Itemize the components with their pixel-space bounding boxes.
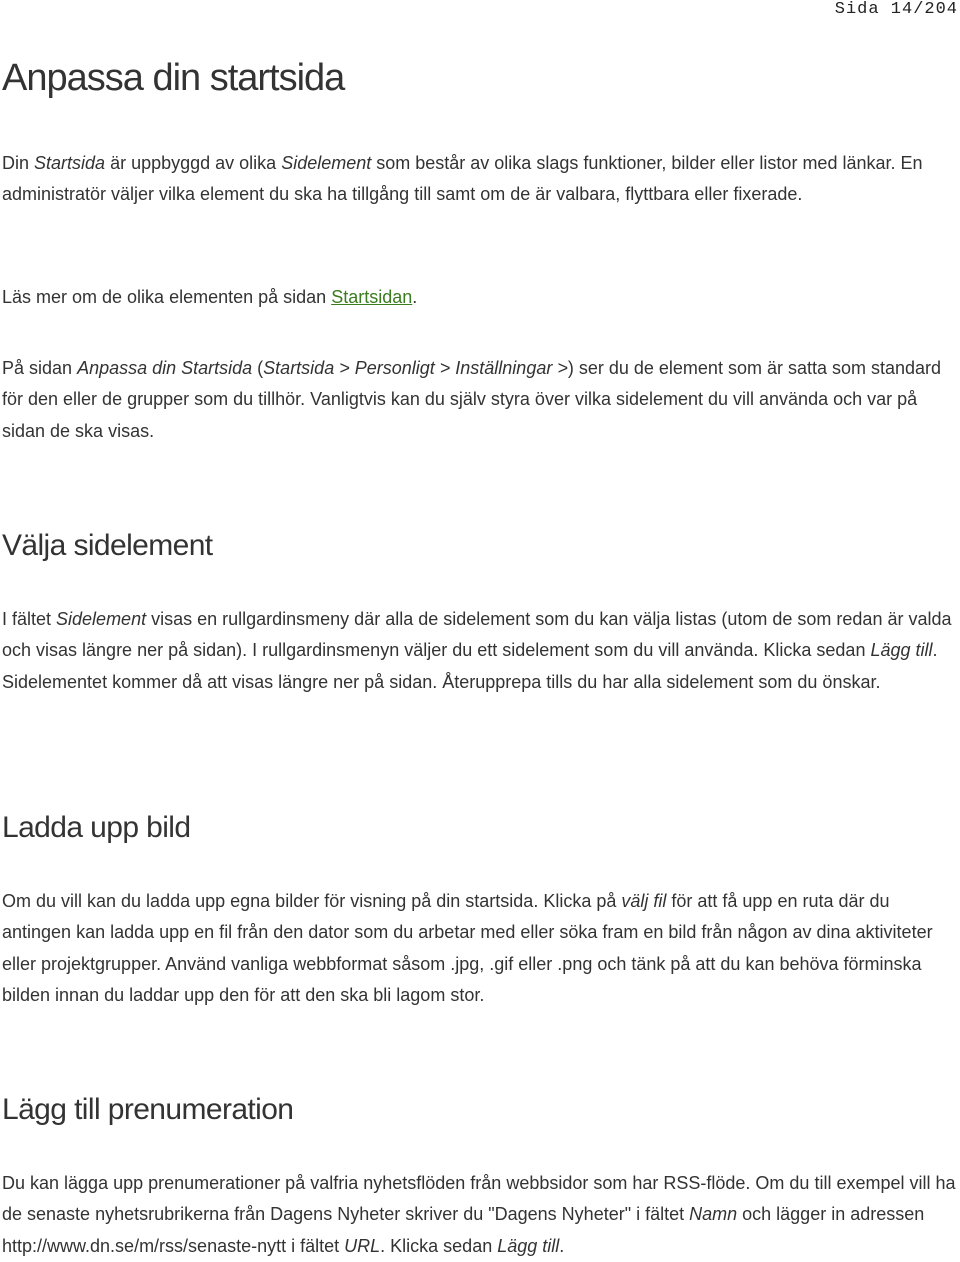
valja-paragraph bbox=[2, 604, 960, 698]
text: Du kan lägga upp prenumerationer på valfria nyhetsflöden från webbsidor som har RSS-flöde. Om du till exempel vill ha de senaste nyhetsrubrikerna från Dagens Nyheter skriver du "Dagens Nyheter" i fältet bbox=[2, 1173, 956, 1225]
emphasis-menu-path: Startsida > Personligt > Inställningar > bbox=[263, 358, 568, 378]
emphasis-lagg-till: Lägg till bbox=[497, 1235, 560, 1256]
emphasis-sidelement: Sidelement bbox=[56, 609, 147, 629]
text: . bbox=[559, 1235, 565, 1256]
text: I fältet bbox=[2, 609, 57, 629]
intro-paragraph-3 bbox=[2, 353, 960, 447]
emphasis-sidelement: Sidelement bbox=[281, 153, 372, 173]
prenumeration-paragraph bbox=[2, 1168, 960, 1262]
text: . Sidelementet kommer då att visas längre ner på sidan. Återupprepa tills du har alla sidelement som du önskar. bbox=[2, 640, 938, 692]
emphasis-valj-fil: välj fil bbox=[621, 891, 667, 911]
text: visas en rullgardinsmeny där alla de sidelement som du kan välja listas (utom de som redan är valda och visas längre ner på sidan). I rullgardinsmenyn väljer du ett sidelement som du vill använda. Klicka sedan bbox=[2, 609, 952, 661]
emphasis-anpassa: Anpassa din Startsida bbox=[77, 358, 253, 378]
startsidan-link[interactable]: Startsidan bbox=[331, 287, 413, 307]
heading-ladda-upp-bild: Ladda upp bild bbox=[2, 811, 191, 844]
page-title: Anpassa din startsida bbox=[2, 57, 345, 99]
emphasis-url: URL bbox=[344, 1235, 381, 1256]
text: är uppbyggd av olika bbox=[105, 153, 282, 173]
page-number: Sida 14/204 bbox=[834, 0, 958, 19]
text: ) ser du de element som är satta som standard för den eller de grupper som du tillhör. Vanligtvis kan du själv styra över vilka sidelement du vill använda och var på sidan de ska visas. bbox=[2, 358, 942, 441]
ladda-paragraph bbox=[2, 886, 960, 1011]
text: för att få upp en ruta där du antingen kan ladda upp en fil från den dator som du arbetar med eller söka fram en bild från någon av dina aktiviteter eller projektgrupper. Använd vanliga webbformat såsom .jpg, .gif eller .png och tänk på att du kan behöva förminska bilden innan du laddar upp den för att den ska bli lagom stor. bbox=[2, 891, 933, 1005]
text: och lägger in adressen http://www.dn.se/m/rss/senaste-nytt i fältet bbox=[2, 1204, 925, 1256]
heading-valja-sidelement: Välja sidelement bbox=[2, 529, 213, 562]
text: ( bbox=[252, 358, 264, 378]
intro-paragraph-1 bbox=[2, 148, 960, 211]
text: På sidan bbox=[2, 358, 78, 378]
emphasis-startsida: Startsida bbox=[34, 153, 106, 173]
text: Läs mer om de olika elementen på sidan bbox=[2, 287, 332, 307]
emphasis-namn: Namn bbox=[689, 1204, 738, 1225]
text: . bbox=[412, 287, 418, 307]
text: som består av olika slags funktioner, bilder eller listor med länkar. En administratör väljer vilka element du ska ha tillgång till samt om de är valbara, flyttbara eller fixerade. bbox=[2, 153, 923, 205]
text: Om du vill kan du ladda upp egna bilder för visning på din startsida. Klicka på bbox=[2, 891, 622, 911]
text: Din bbox=[2, 153, 35, 173]
heading-lagg-till-prenumeration: Lägg till prenumeration bbox=[2, 1093, 294, 1126]
intro-paragraph-2 bbox=[2, 282, 960, 313]
emphasis-lagg-till: Lägg till bbox=[870, 640, 933, 661]
text: . Klicka sedan bbox=[380, 1235, 498, 1256]
